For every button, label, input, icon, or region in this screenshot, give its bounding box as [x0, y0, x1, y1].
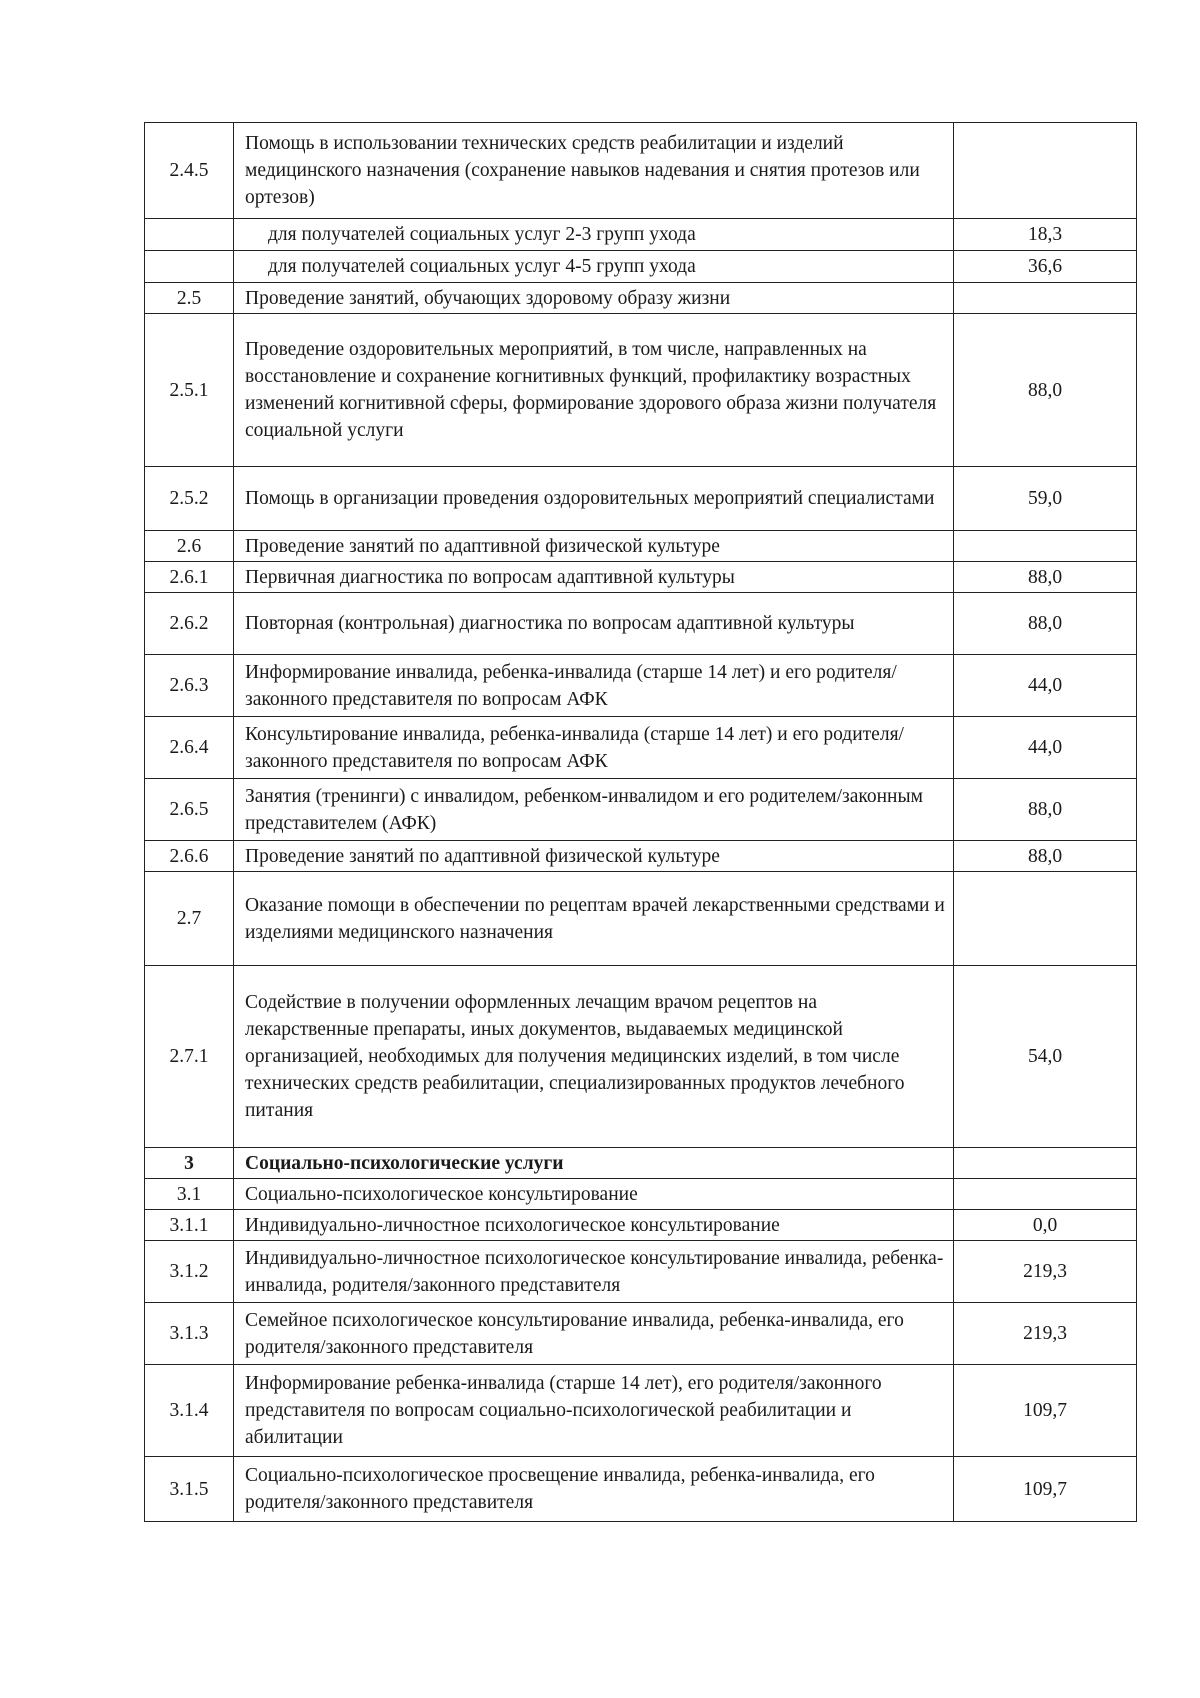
row-code-cell: 2.4.5	[145, 123, 234, 219]
table-row	[145, 872, 1137, 966]
table-row	[145, 1179, 1137, 1210]
row-name-cell: Индивидуально-личностное психологическое консультирование	[234, 1210, 954, 1241]
table-row	[145, 779, 1137, 841]
row-value-cell: 54,0	[954, 966, 1137, 1148]
table-row	[145, 966, 1137, 1148]
row-name-cell: Информирование инвалида, ребенка-инвалида (старше 14 лет) и его родителя/законного представителя по вопросам АФК	[234, 655, 954, 717]
row-name-cell: для получателей социальных услуг 2-3 групп ухода	[234, 219, 954, 251]
row-name-cell: Консультирование инвалида, ребенка-инвалида (старше 14 лет) и его родителя/законного представителя по вопросам АФК	[234, 717, 954, 779]
row-name-cell: Проведение занятий по адаптивной физической культуре	[234, 531, 954, 562]
row-value-cell: 18,3	[954, 219, 1137, 251]
row-value-cell: 219,3	[954, 1241, 1137, 1303]
row-code-cell: 3.1.5	[145, 1457, 234, 1522]
services-tariff-table	[144, 122, 1137, 1522]
row-value-cell: 44,0	[954, 717, 1137, 779]
row-code-cell: 3.1.3	[145, 1303, 234, 1365]
row-value-cell	[954, 283, 1137, 314]
row-code-cell: 3.1.1	[145, 1210, 234, 1241]
row-code-cell: 2.6.4	[145, 717, 234, 779]
row-code-cell: 3.1	[145, 1179, 234, 1210]
row-code-cell	[145, 251, 234, 283]
row-value-cell: 0,0	[954, 1210, 1137, 1241]
row-code-cell: 3	[145, 1148, 234, 1179]
table-row	[145, 1210, 1137, 1241]
row-value-cell: 36,6	[954, 251, 1137, 283]
table-row	[145, 1148, 1137, 1179]
table-row	[145, 251, 1137, 283]
row-value-cell: 88,0	[954, 779, 1137, 841]
row-value-cell	[954, 872, 1137, 966]
table-row	[145, 219, 1137, 251]
table-row	[145, 655, 1137, 717]
row-value-cell: 88,0	[954, 593, 1137, 655]
row-value-cell: 59,0	[954, 467, 1137, 531]
row-code-cell: 2.6.2	[145, 593, 234, 655]
row-value-cell	[954, 123, 1137, 219]
row-name-cell: Содействие в получении оформленных лечащим врачом рецептов на лекарственные препараты, иных документов, выдаваемых медицинской организацией, необходимых для получения медицинских изделий, в том числе технических средств реабилитации, специализированных продуктов лечебного питания	[234, 966, 954, 1148]
row-name-cell: Повторная (контрольная) диагностика по вопросам адаптивной культуры	[234, 593, 954, 655]
row-value-cell: 88,0	[954, 562, 1137, 593]
row-code-cell	[145, 219, 234, 251]
row-name-cell: для получателей социальных услуг 4-5 групп ухода	[234, 251, 954, 283]
row-code-cell: 2.6	[145, 531, 234, 562]
table-row	[145, 314, 1137, 467]
table-row	[145, 1365, 1137, 1457]
table-row	[145, 1241, 1137, 1303]
table-row	[145, 1457, 1137, 1522]
row-name-cell: Социально-психологическое просвещение инвалида, ребенка-инвалида, его родителя/законного представителя	[234, 1457, 954, 1522]
row-code-cell: 3.1.2	[145, 1241, 234, 1303]
row-name-cell: Занятия (тренинги) с инвалидом, ребенком-инвалидом и его родителем/законным представителем (АФК)	[234, 779, 954, 841]
table-row	[145, 593, 1137, 655]
row-name-cell: Семейное психологическое консультирование инвалида, ребенка-инвалида, его родителя/законного представителя	[234, 1303, 954, 1365]
table-row	[145, 123, 1137, 219]
table-row	[145, 1303, 1137, 1365]
row-value-cell: 219,3	[954, 1303, 1137, 1365]
row-name-cell: Помощь в организации проведения оздоровительных мероприятий специалистами	[234, 467, 954, 531]
row-value-cell	[954, 1148, 1137, 1179]
row-code-cell: 2.7	[145, 872, 234, 966]
row-value-cell: 44,0	[954, 655, 1137, 717]
row-code-cell: 2.6.1	[145, 562, 234, 593]
row-name-cell: Помощь в использовании технических средств реабилитации и изделий медицинского назначения (сохранение навыков надевания и снятия протезов или ортезов)	[234, 123, 954, 219]
row-code-cell: 2.5.2	[145, 467, 234, 531]
row-code-cell: 3.1.4	[145, 1365, 234, 1457]
row-name-cell: Проведение занятий по адаптивной физической культуре	[234, 841, 954, 872]
row-code-cell: 2.7.1	[145, 966, 234, 1148]
row-name-cell: Первичная диагностика по вопросам адаптивной культуры	[234, 562, 954, 593]
table-row	[145, 562, 1137, 593]
row-name-cell: Социально-психологические услуги	[234, 1148, 954, 1179]
table-row	[145, 841, 1137, 872]
row-value-cell	[954, 1179, 1137, 1210]
table-row	[145, 283, 1137, 314]
row-name-cell: Оказание помощи в обеспечении по рецептам врачей лекарственными средствами и изделиями медицинского назначения	[234, 872, 954, 966]
row-value-cell	[954, 531, 1137, 562]
row-code-cell: 2.5.1	[145, 314, 234, 467]
row-name-cell: Социально-психологическое консультирование	[234, 1179, 954, 1210]
table-row	[145, 531, 1137, 562]
row-code-cell: 2.5	[145, 283, 234, 314]
row-name-cell: Информирование ребенка-инвалида (старше 14 лет), его родителя/законного представителя по вопросам социально-психологической реабилитации и абилитации	[234, 1365, 954, 1457]
row-name-cell: Проведение оздоровительных мероприятий, в том числе, направленных на восстановление и сохранение когнитивных функций, профилактику возрастных изменений когнитивной сферы, формирование здорового образа жизни получателя социальной услуги	[234, 314, 954, 467]
row-code-cell: 2.6.3	[145, 655, 234, 717]
table-row	[145, 717, 1137, 779]
row-value-cell: 88,0	[954, 841, 1137, 872]
services-table-body	[145, 123, 1137, 1522]
table-row	[145, 467, 1137, 531]
row-name-cell: Индивидуально-личностное психологическое консультирование инвалида, ребенка-инвалида, родителя/законного представителя	[234, 1241, 954, 1303]
row-name-cell: Проведение занятий, обучающих здоровому образу жизни	[234, 283, 954, 314]
row-value-cell: 109,7	[954, 1365, 1137, 1457]
row-value-cell: 88,0	[954, 314, 1137, 467]
row-code-cell: 2.6.5	[145, 779, 234, 841]
row-code-cell: 2.6.6	[145, 841, 234, 872]
row-value-cell: 109,7	[954, 1457, 1137, 1522]
